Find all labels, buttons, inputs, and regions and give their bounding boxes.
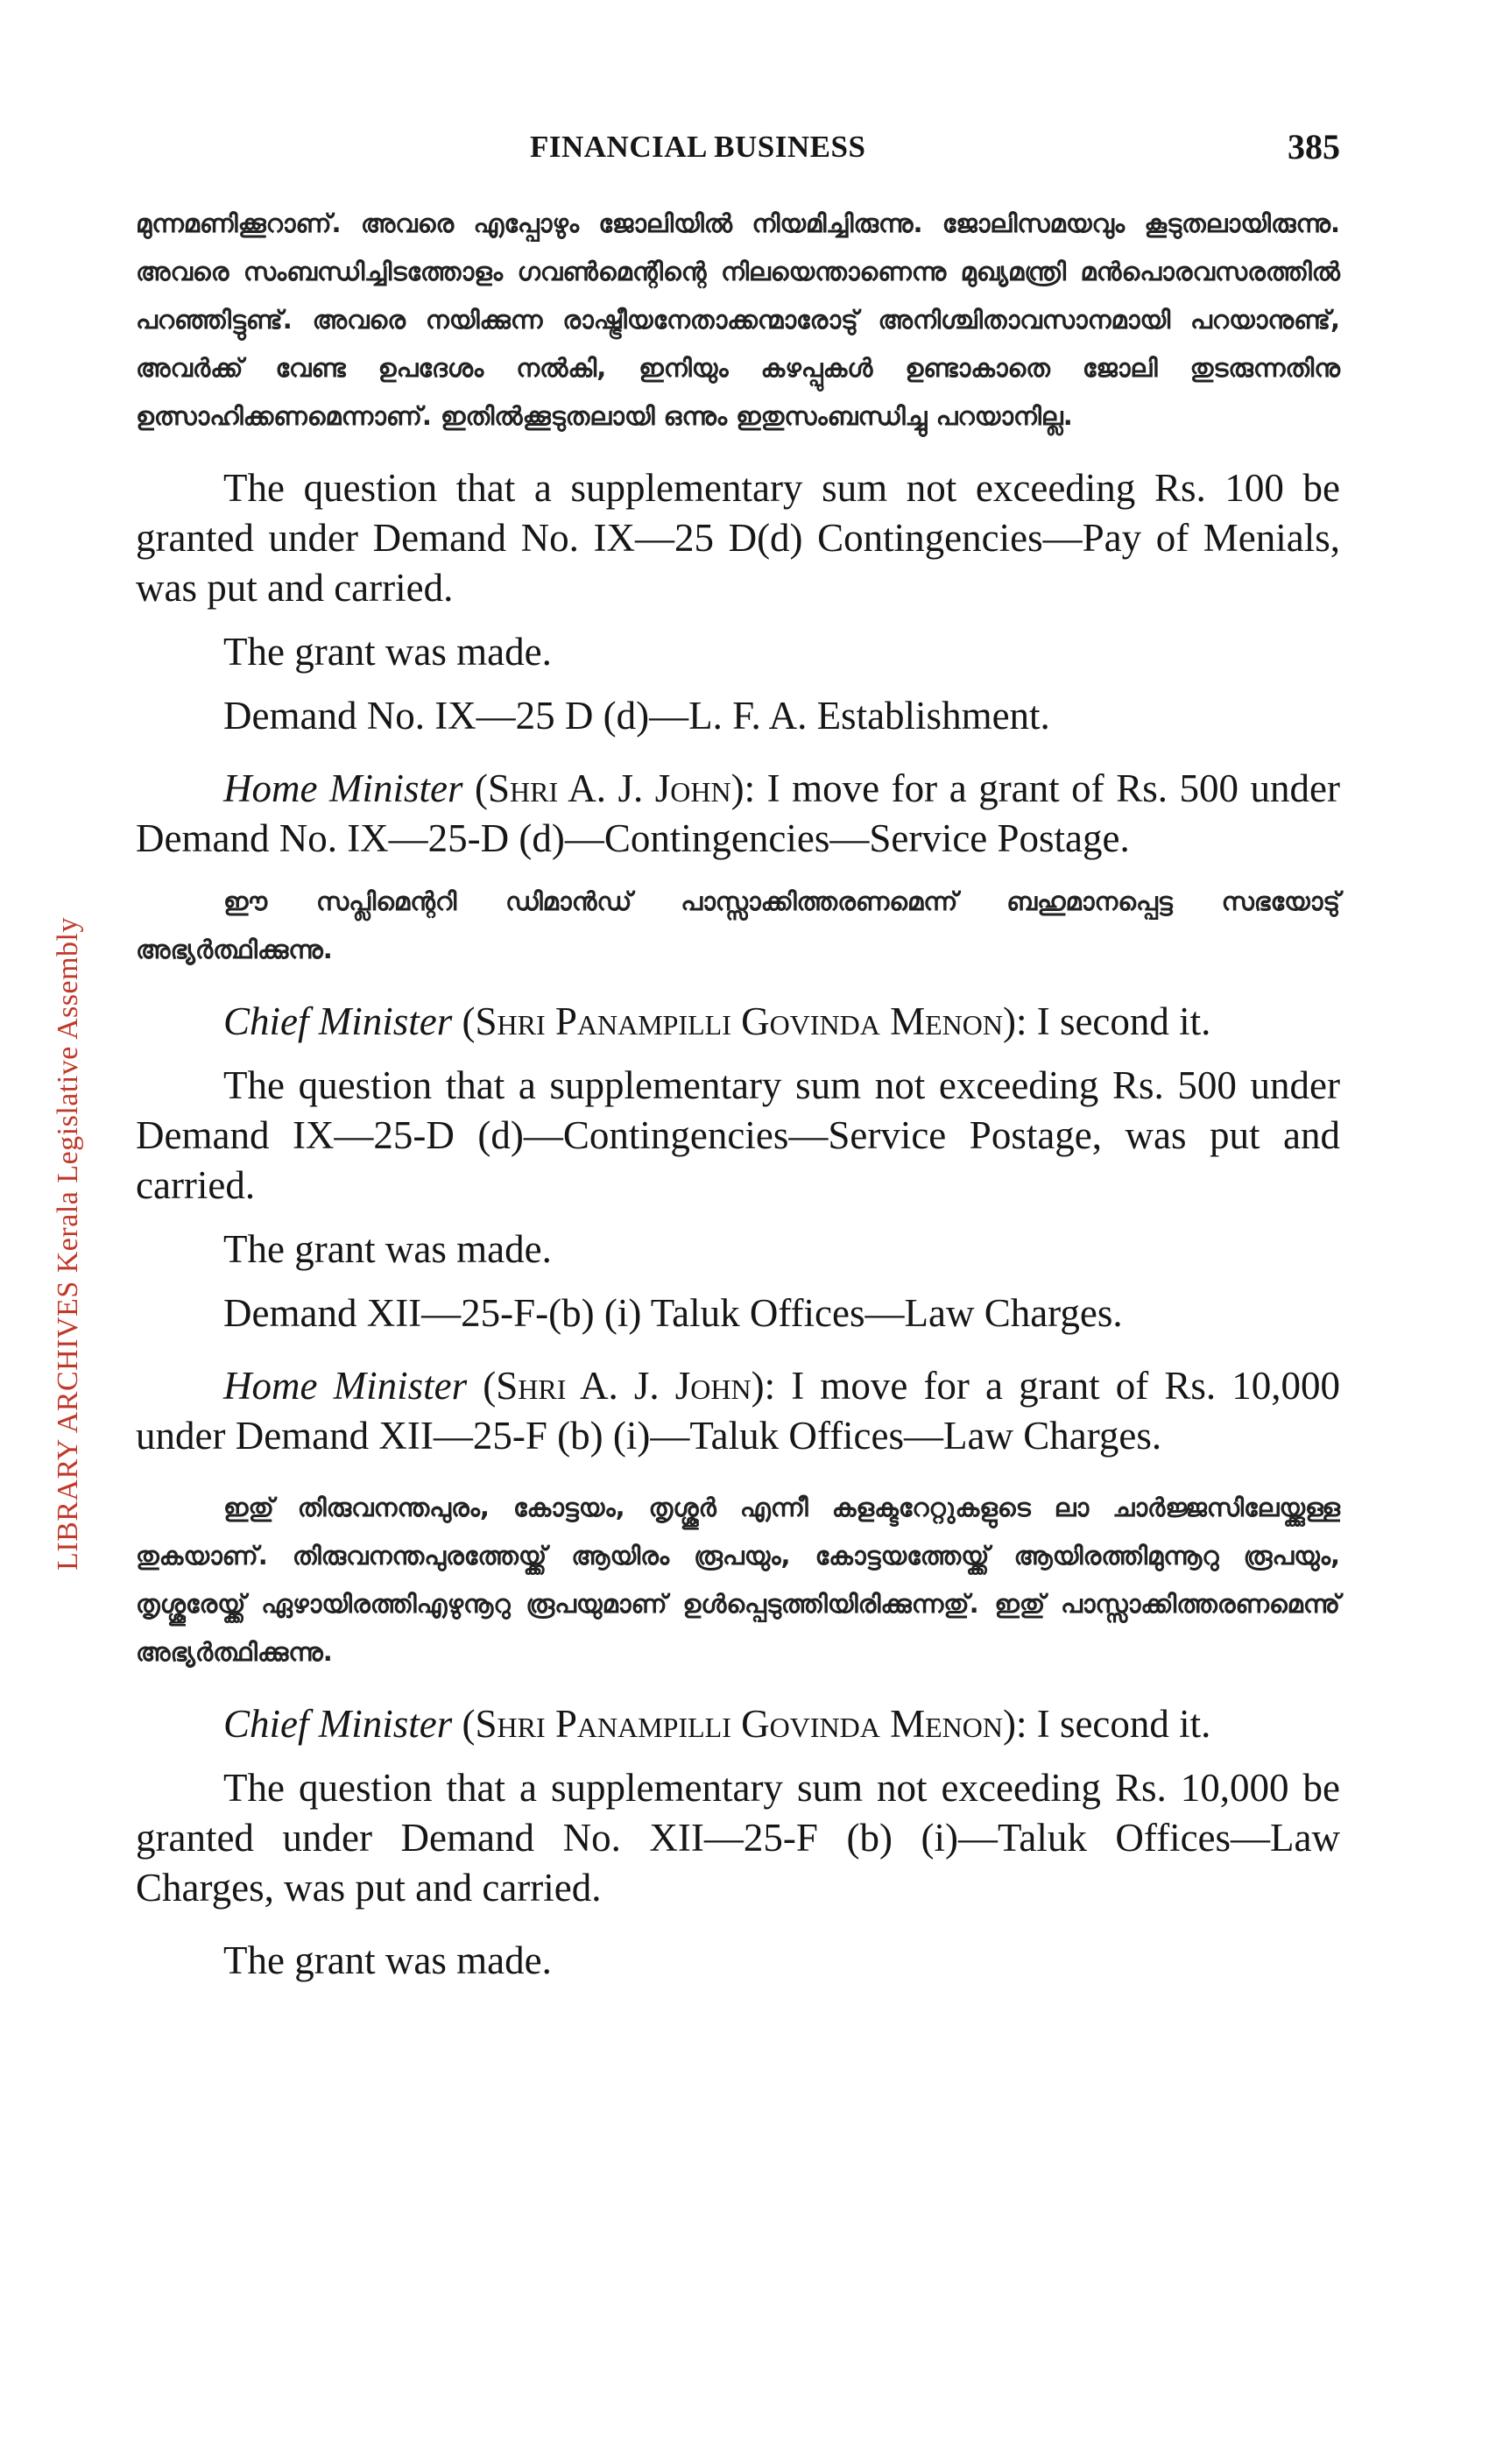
motion-result-2: The question that a supplementary sum not exceeding Rs. 500 under Demand IX—25-D (d)—Contingencies—Service Postage, was put and carried. <box>136 1063 1340 1207</box>
speech-home-minister-2 <box>136 1361 1340 1461</box>
speech-text: : I second it. <box>1015 1702 1211 1746</box>
motion-result-3: The question that a supplementary sum not exceeding Rs. 10,000 be granted under Demand No. XII—25-F (b) (i)—Taluk Offices—Law Charges, was put and carried. <box>136 1766 1340 1910</box>
archive-watermark-text: LIBRARY ARCHIVES Kerala Legislative Assembly <box>52 916 85 1571</box>
document-page <box>136 123 1340 1986</box>
speaker-name: (Shri Panampilli Govinda Menon) <box>462 999 1016 1043</box>
motion-result-1: The question that a supplementary sum not exceeding Rs. 100 be granted under Demand No. IX—25 D(d) Contingencies—Pay of Menials, was put and carried. <box>136 466 1340 610</box>
grant-statement-3: The grant was made. <box>223 1938 552 1982</box>
speaker-title: Home Minister <box>223 1364 468 1408</box>
malayalam-paragraph-1: മുന്നമണിക്കൂറാണ്. അവരെ എപ്പോഴും ജോലിയിൽ നിയമിച്ചിരുന്നു. ജോലിസമയവും കൂടുതലായിരുന്നു. അവരെ സംബന്ധിച്ചിടത്തോളം ഗവൺമെന്റിന്റെ നിലയെന്താണെന്നു മുഖ്യമന്ത്രി മൻപൊരവസരത്തിൽ പറഞ്ഞിട്ടുണ്ട്. അവരെ നയിക്കുന്ന രാഷ്ട്രീയനേതാക്കന്മാരോടു് അനിശ്ചിതാവസാനമായി പറയാനുണ്ട്, അവർക്ക് വേണ്ട ഉപദേശം നൽകി, ഇനിയും കഴപ്പുകൾ ഉണ്ടാകാതെ ജോലി തുടരുന്നതിനു ഉത്സാഹിക്കണമെന്നാണ്. ഇതിൽക്കൂടുതലായി ഒന്നും ഇതുസംബന്ധിച്ചു പറയാനില്ല. <box>136 208 1340 431</box>
malayalam-paragraph-3: ഇതു് തിരുവനന്തപുരം, കോട്ടയം, തൃശ്ശൂർ എന്നീ കളക്ടറേറ്റുകളുടെ ലാ ചാർജ്ജസിലേയ്ക്കുള്ള തുകയാണ്. തിരുവനന്തപുരത്തേയ്ക്ക് ആയിരം രൂപയും, കോട്ടയത്തേയ്ക്ക് ആയിരത്തിമുന്നൂറു രൂപയും, തൃശ്ശൂരേയ്ക്ക് ഏഴായിരത്തിഎഴുനൂറു രൂപയുമാണ് ഉൾപ്പെടുത്തിയിരിക്കുന്നതു്. ഇതു് പാസ്സാക്കിത്തരണമെന്നു് അഭ്യർത്ഥിക്കുന്നു. <box>136 1493 1340 1667</box>
running-title: FINANCIAL BUSINESS <box>530 130 866 164</box>
speaker-title: Chief Minister <box>223 999 453 1043</box>
page-header <box>136 123 1340 175</box>
grant-statement-1: The grant was made. <box>223 630 552 674</box>
demand-heading-1: Demand No. IX—25 D (d)—L. F. A. Establishment. <box>223 694 1050 738</box>
malayalam-paragraph-2: ഈ സപ്ലിമെന്ററി ഡിമാൻഡ് പാസ്സാക്കിത്തരണമെന്ന് ബഹുമാനപ്പെട്ട സഭയോടു് അഭ്യർത്ഥിക്കുന്നു. <box>136 886 1340 964</box>
archive-watermark <box>42 867 95 1620</box>
speaker-name: (Shri Panampilli Govinda Menon) <box>462 1702 1016 1746</box>
speaker-name: (Shri A. J. John) <box>483 1364 765 1408</box>
speech-text: : I second it. <box>1015 999 1211 1043</box>
speech-home-minister-1 <box>136 764 1340 864</box>
speaker-title: Chief Minister <box>223 1702 453 1746</box>
speech-chief-minister-2 <box>136 1699 1340 1749</box>
speech-chief-minister-1 <box>136 997 1340 1047</box>
speech-text: : I move for a grant of Rs. 10,000 under Demand XII—25-F (b) (i)—Taluk Offices—Law Charges. <box>136 1364 1340 1458</box>
speech-text: : I move for a grant of Rs. 500 under Demand No. IX—25-D (d)—Contingencies—Service Postage. <box>136 766 1341 860</box>
speaker-name: (Shri A. J. John) <box>475 766 744 810</box>
grant-statement-2: The grant was made. <box>223 1227 552 1271</box>
speaker-title: Home Minister <box>223 766 463 810</box>
demand-heading-2: Demand XII—25-F-(b) (i) Taluk Offices—Law Charges. <box>223 1291 1123 1335</box>
page-number: 385 <box>1288 127 1340 166</box>
